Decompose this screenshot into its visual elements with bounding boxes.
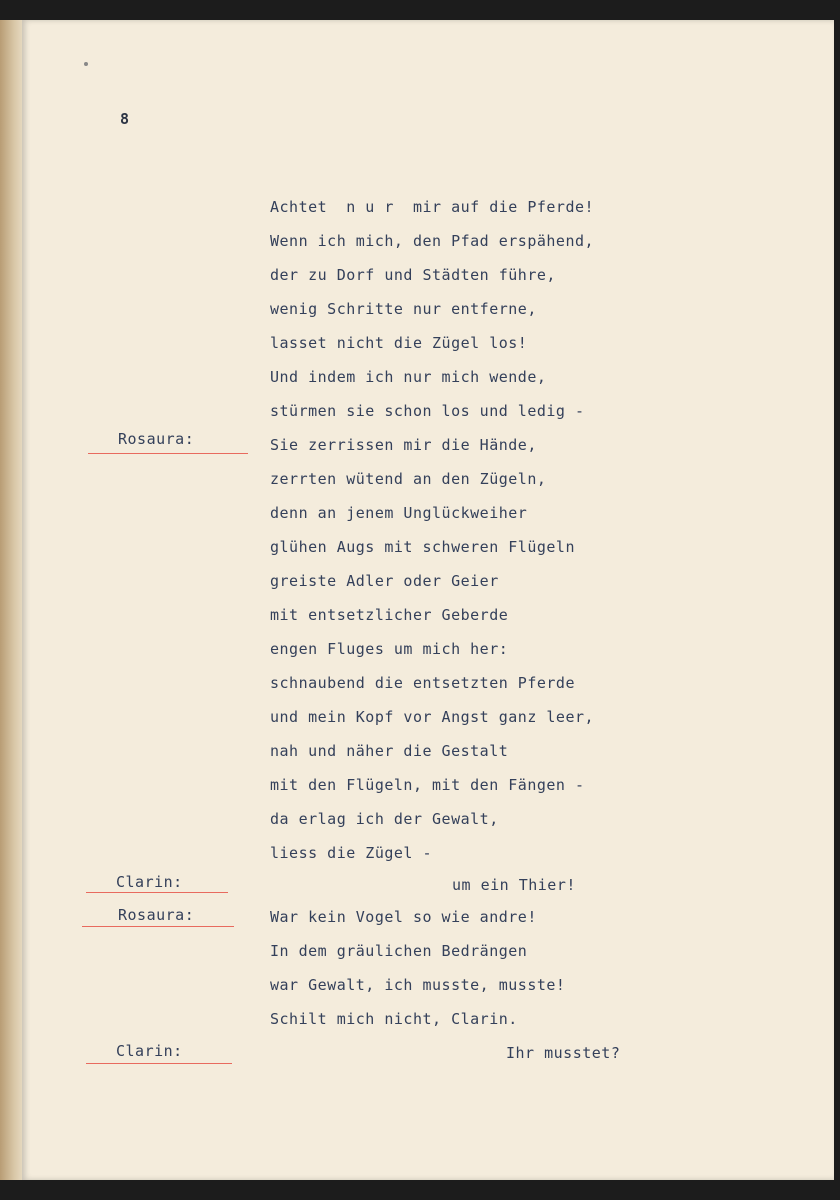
verse-line: nah und näher die Gestalt xyxy=(270,742,509,760)
verse-line: wenig Schritte nur entferne, xyxy=(270,300,537,318)
verse-line: Wenn ich mich, den Pfad erspähend, xyxy=(270,232,595,250)
verse-line: war Gewalt, ich musste, musste! xyxy=(270,976,566,994)
verse-line: mit den Flügeln, mit den Fängen - xyxy=(270,776,585,794)
paper-speck xyxy=(84,62,88,66)
verse-line: lasset nicht die Zügel los! xyxy=(270,334,528,352)
verse-line: der zu Dorf und Städten führe, xyxy=(270,266,556,284)
speaker-underline xyxy=(86,892,228,893)
speaker-underline xyxy=(88,453,248,454)
speaker-rosaura: Rosaura: xyxy=(118,430,195,448)
verse-line: mit entsetzlicher Geberde xyxy=(270,606,509,624)
verse-line: um ein Thier! xyxy=(452,876,576,894)
book-spine xyxy=(0,20,24,1180)
verse-line: Achtet n u r mir auf die Pferde! xyxy=(270,198,595,216)
speaker-underline xyxy=(82,926,234,927)
verse-line: stürmen sie schon los und ledig - xyxy=(270,402,585,420)
verse-line: zerrten wütend an den Zügeln, xyxy=(270,470,547,488)
verse-line: glühen Augs mit schweren Flügeln xyxy=(270,538,575,556)
verse-line: da erlag ich der Gewalt, xyxy=(270,810,499,828)
verse-line: engen Fluges um mich her: xyxy=(270,640,509,658)
verse-line: Schilt mich nicht, Clarin. xyxy=(270,1010,518,1028)
speaker-rosaura: Rosaura: xyxy=(118,906,195,924)
verse-line: schnaubend die entsetzten Pferde xyxy=(270,674,575,692)
speaker-underline xyxy=(86,1063,232,1064)
verse-line: Ihr musstet? xyxy=(506,1044,621,1062)
verse-line: denn an jenem Unglückweiher xyxy=(270,504,528,522)
page-number: 8 xyxy=(120,110,130,128)
verse-line: Sie zerrissen mir die Hände, xyxy=(270,436,537,454)
speaker-clarin: Clarin: xyxy=(116,1042,183,1060)
verse-line: greiste Adler oder Geier xyxy=(270,572,499,590)
speaker-clarin: Clarin: xyxy=(116,873,183,891)
document-page xyxy=(22,20,834,1180)
verse-line: In dem gräulichen Bedrängen xyxy=(270,942,528,960)
verse-line: liess die Zügel - xyxy=(270,844,433,862)
verse-line: und mein Kopf vor Angst ganz leer, xyxy=(270,708,595,726)
verse-line: War kein Vogel so wie andre! xyxy=(270,908,537,926)
verse-line: Und indem ich nur mich wende, xyxy=(270,368,547,386)
